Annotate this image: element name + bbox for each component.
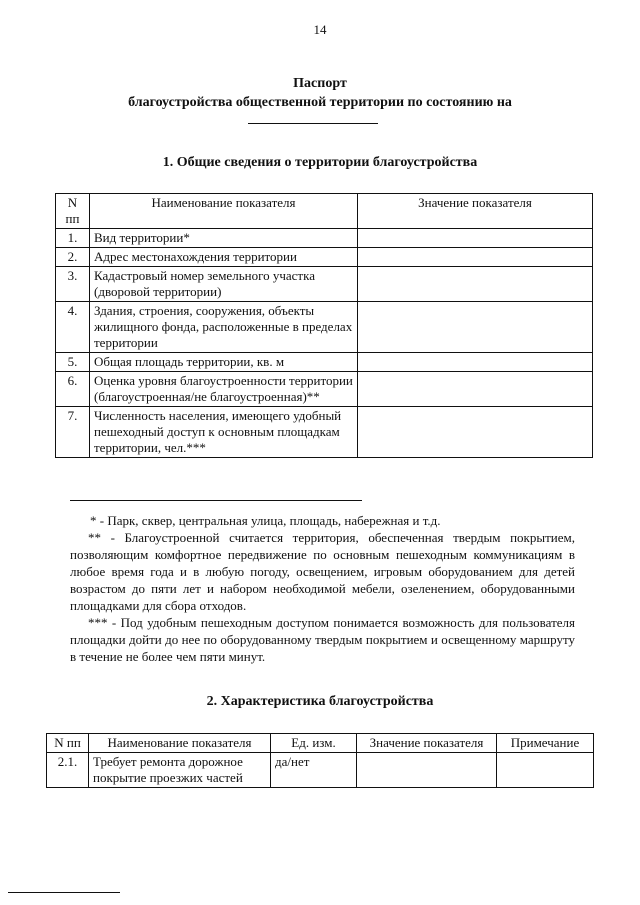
row-name: Адрес местонахождения территории (90, 248, 358, 267)
table-row (56, 229, 593, 248)
row-value[interactable] (358, 248, 593, 267)
table-row (56, 267, 593, 302)
row-value[interactable] (358, 267, 593, 302)
row-value[interactable] (358, 407, 593, 458)
row-name: Кадастровый номер земельного участка (дворовой территории) (90, 267, 358, 302)
row-num: 3. (56, 267, 90, 302)
row-name: Общая площадь территории, кв. м (90, 353, 358, 372)
row-name: Численность населения, имеющего удобный пешеходный доступ к основным площадкам территории, чел.*** (90, 407, 358, 458)
col-header-name: Наименование показателя (89, 734, 271, 753)
general-info-table (55, 193, 593, 458)
col-header-value: Значение показателя (357, 734, 497, 753)
row-num: 2. (56, 248, 90, 267)
row-name: Требует ремонта дорожное покрытие проезжих частей (89, 753, 271, 788)
page-number: 14 (313, 22, 327, 37)
table-row (56, 353, 593, 372)
section2-title: 2. Характеристика благоустройства (206, 694, 434, 709)
date-blank-line (248, 123, 378, 124)
footnote-separator (70, 500, 362, 501)
row-num: 6. (56, 372, 90, 407)
table-row (56, 248, 593, 267)
row-value[interactable] (357, 753, 497, 788)
row-value[interactable] (358, 372, 593, 407)
row-num: 2.1. (47, 753, 89, 788)
passport-subtitle: благоустройства общественной территории по состоянию на (128, 95, 512, 110)
table-header-row (56, 194, 593, 229)
row-num: 7. (56, 407, 90, 458)
table-header-row (47, 734, 594, 753)
characteristics-table (46, 733, 594, 788)
row-value[interactable] (358, 353, 593, 372)
row-value[interactable] (358, 229, 593, 248)
page-bottom-rule (8, 892, 120, 893)
col-header-unit: Ед. изм. (271, 734, 357, 753)
row-name: Вид территории* (90, 229, 358, 248)
row-num: 5. (56, 353, 90, 372)
table-row (56, 407, 593, 458)
col-header-num: N пп (56, 194, 90, 229)
row-note[interactable] (497, 753, 594, 788)
row-name: Оценка уровня благоустроенности территории (благоустроенная/не благоустроенная)** (90, 372, 358, 407)
footnote-1: * - Парк, сквер, центральная улица, площадь, набережная и т.д. (90, 513, 441, 528)
row-num: 4. (56, 302, 90, 353)
section1-title: 1. Общие сведения о территории благоустройства (162, 155, 478, 170)
row-value[interactable] (358, 302, 593, 353)
table-row (47, 753, 594, 788)
footnotes-block (70, 512, 575, 665)
col-header-name: Наименование показателя (90, 194, 358, 229)
col-header-value: Значение показателя (358, 194, 593, 229)
row-unit: да/нет (271, 753, 357, 788)
footnote-3: *** - Под удобным пешеходным доступом понимается возможность для пользователя площадки дойти до нее по оборудованному твердым покрытием и освещенному маршруту в течение не более чем пяти минут. (70, 615, 575, 664)
col-header-note: Примечание (497, 734, 594, 753)
row-name: Здания, строения, сооружения, объекты жилищного фонда, расположенные в пределах территории (90, 302, 358, 353)
footnote-2: ** - Благоустроенной считается территория, обеспеченная твердым покрытием, позволяющим комфортное передвижение по основным пешеходным коммуникациям в любое время года и в любую погоду, освещением, игровым оборудованием для детей возрастом до пяти лет и набором необходимой мебели, озеленением, оборудованными площадками для сбора отходов. (70, 530, 575, 613)
table-row (56, 372, 593, 407)
row-num: 1. (56, 229, 90, 248)
passport-title: Паспорт (293, 76, 347, 91)
col-header-num: N пп (47, 734, 89, 753)
table-row (56, 302, 593, 353)
